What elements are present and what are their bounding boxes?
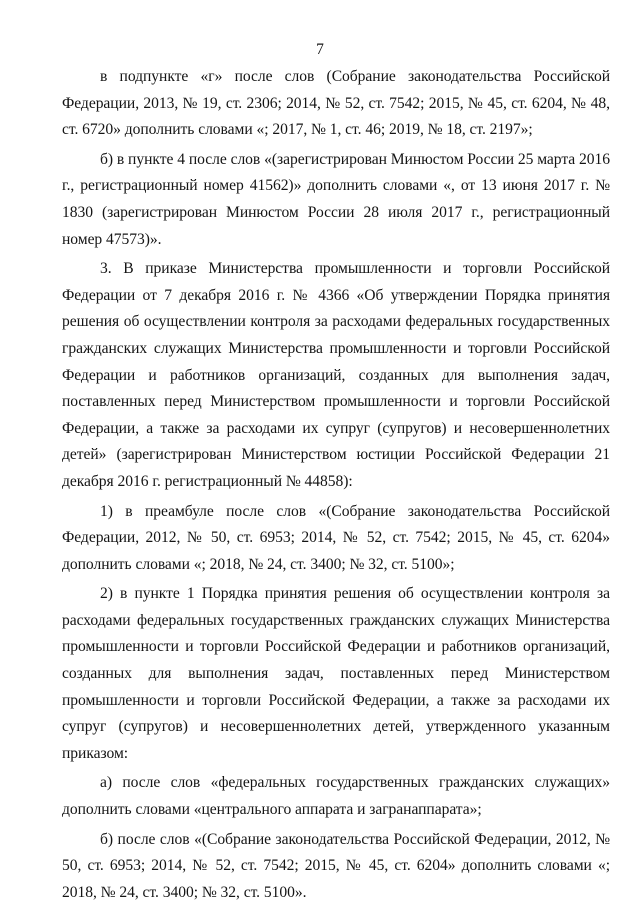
paragraph-subitem-1-preamble: 1) в преамбуле после слов «(Собрание законодательства Российской Федерации, 2012, № 50, ст. 6953; 2014, № 52, ст. 7542; 2015, № 45, ст. 6204» дополнить словами «; 2018, № 24, ст. 3400; № 32, ст. 5100»; [62, 502, 610, 573]
document-body [62, 64, 610, 909]
paragraph-item-b-point-4: б) в пункте 4 после слов «(зарегистрирован Минюстом России 25 марта 2016 г., регистрационный номер 41562)» дополнить словами «, от 13 июня 2017 г. № 1830 (зарегистрирован Минюстом России 28 июля 2017 г., регистрационный номер 47573)». [62, 150, 610, 248]
paragraph-subitem-2-point-1: 2) в пункте 1 Порядка принятия решения об осуществлении контроля за расходами федеральных государственных гражданских служащих Министерства промышленности и торговли Российской Федерации и работников организаций, созданных для выполнения задач, поставленных перед Министерством промышленности и торговли Российской Федерации, а также за расходами их супруг (супругов) и несовершеннолетних детей, утвержденного указанным приказом: [62, 585, 610, 762]
paragraph-subitem-g: в подпункте «г» после слов (Собрание законодательства Российской Федерации, 2013, № 19, ст. 2306; 2014, № 52, ст. 7542; 2015, № 45, ст. 6204, № 48, ст. 6720» дополнить словами «; 2017, № 1, ст. 46; 2019, № 18, ст. 2197»; [62, 68, 610, 139]
paragraph-subitem-a: а) после слов «федеральных государственных гражданских служащих» дополнить словами «центрального аппарата и загранаппарата»; [62, 774, 610, 819]
paragraph-subitem-b: б) после слов «(Собрание законодательства Российской Федерации, 2012, № 50, ст. 6953; 2014, № 52, ст. 7542; 2015, № 45, ст. 6204» дополнить словами «; 2018, № 24, ст. 3400; № 32, ст. 5100». [62, 830, 610, 901]
paragraph-item-3-order-4366: 3. В приказе Министерства промышленности и торговли Российской Федерации от 7 декабря 2016 г. № 4366 «Об утверждении Порядка принятия решения об осуществлении контроля за расходами федеральных государственных гражданских служащих Министерства промышленности и торговли Российской Федерации и работников организаций, созданных для выполнения задач, поставленных перед Министерством промышленности и торговли Российской Федерации, а также за расходами их супруг (супругов) и несовершеннолетних детей» (зарегистрирован Министерством юстиции Российской Федерации 21 декабря 2016 г. регистрационный № 44858): [62, 260, 610, 490]
page-number: 7 [316, 41, 324, 58]
